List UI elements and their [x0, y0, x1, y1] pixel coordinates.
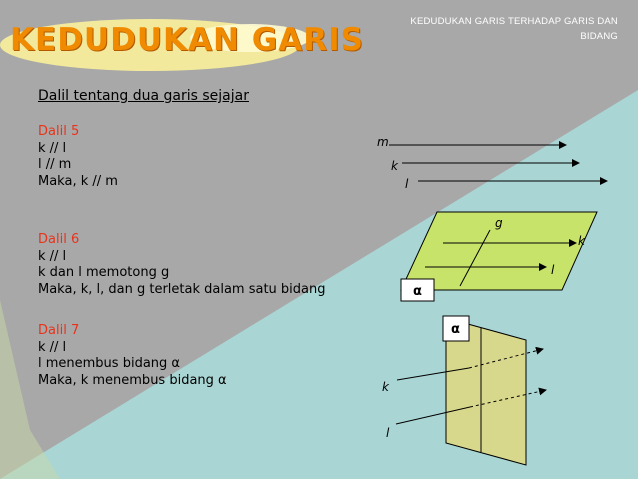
dalil-6-line-1: k // l: [38, 248, 67, 264]
dalil-5-line-1: k // l: [38, 140, 67, 156]
dalil-5-heading: Dalil 5: [38, 124, 80, 139]
dalil-5-line-3: Maka, k // m: [38, 173, 118, 189]
figure-parallel-lines: [377, 135, 607, 191]
label-k: k: [391, 159, 398, 173]
label-alpha-2: α: [413, 284, 422, 299]
label-m: m: [377, 135, 389, 149]
header-line-2: BIDANG: [580, 31, 618, 42]
dalil-7-line-3: Maka, k menembus bidang α: [38, 372, 227, 388]
label-g: g: [495, 216, 503, 230]
label-l3: l: [386, 426, 390, 440]
section-subtitle: Dalil tentang dua garis sejajar: [38, 88, 249, 104]
label-l: l: [405, 177, 409, 191]
dalil-7-heading: Dalil 7: [38, 323, 80, 338]
dalil-7-line-1: k // l: [38, 339, 67, 355]
label-k3: k: [382, 380, 389, 394]
figure-plane-pierced: [382, 316, 546, 465]
dalil-6-line-2: k dan l memotong g: [38, 265, 170, 280]
dalil-7-line-2: l menembus bidang α: [38, 356, 180, 371]
header-line-1: KEDUDUKAN GARIS TERHADAP GARIS DAN: [410, 16, 618, 27]
dalil-6-heading: Dalil 6: [38, 232, 80, 247]
figure-plane-klg: [401, 212, 597, 301]
page-title: KEDUDUKAN GARIS: [10, 22, 364, 58]
dalil-6-line-3: Maka, k, l, dan g terletak dalam satu bidang: [38, 281, 326, 297]
label-alpha-3: α: [451, 322, 460, 337]
label-k2: k: [578, 234, 585, 248]
label-l2: l: [551, 263, 555, 277]
dalil-5-line-2: l // m: [38, 157, 72, 172]
